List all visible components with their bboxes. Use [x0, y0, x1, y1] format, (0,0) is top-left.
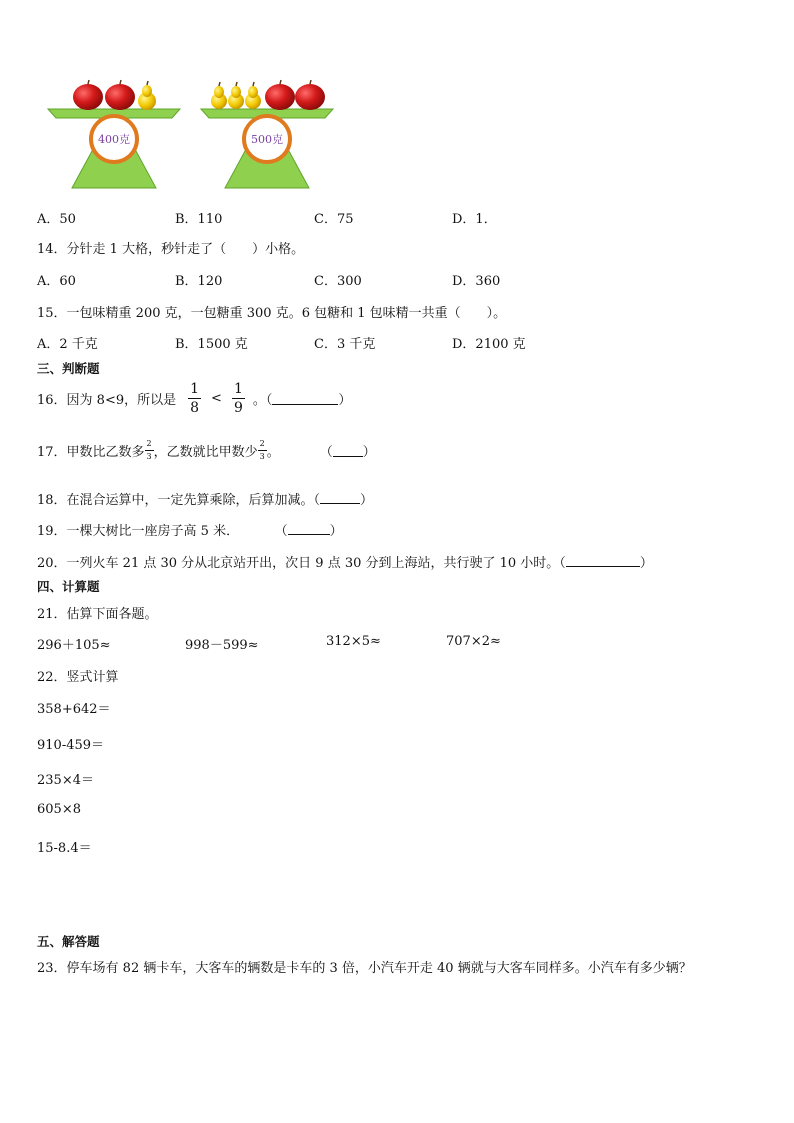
q22-item-2: 910-459＝ — [37, 738, 105, 753]
q16-suffix: 。（ — [252, 392, 273, 408]
scale-2 — [201, 80, 333, 188]
q19-open: （ — [281, 524, 288, 539]
q22-item-4: 605×8 — [37, 802, 81, 817]
q18 — [37, 489, 373, 508]
q21-title: 21．估算下面各题。 — [37, 607, 158, 622]
apple-icon — [73, 80, 103, 110]
fraction-numerator: 1 — [233, 380, 243, 397]
q17-part1: 17．甲数比乙数多 — [37, 444, 145, 460]
q16-close: ） — [338, 392, 352, 408]
q19-text: 19．一棵大树比一座房子高 5 米． — [37, 524, 240, 539]
q15-text: 15．一包味精重 200 克，一包糖重 300 克。6 包糖和 1 包味精一共重（ ）。 — [37, 306, 507, 321]
q15-option-c[interactable]: C．3 千克 — [314, 337, 376, 352]
q22-item-1: 358+642＝ — [37, 702, 111, 717]
q22-title: 22．竖式计算 — [37, 670, 119, 685]
fraction-denominator: 9 — [233, 399, 243, 416]
pear-icon — [138, 81, 156, 110]
answer-blank[interactable] — [333, 444, 363, 457]
q17-open: （ — [319, 444, 333, 460]
fraction-numerator: 2 — [145, 440, 154, 451]
fraction-two-thirds — [145, 440, 154, 461]
q14-text: 14．分针走 1 大格，秒针走了（ ）小格。 — [37, 242, 305, 257]
fraction-two-thirds — [258, 440, 267, 461]
q21-item-4: 707×2≈ — [446, 634, 501, 649]
q16-prefix: 16．因为 8<9，所以是 — [37, 392, 177, 408]
q21-item-2: 998－599≈ — [185, 638, 259, 653]
fraction-denominator: 8 — [190, 399, 200, 416]
q14-option-a[interactable]: A．60 — [37, 274, 76, 289]
q13-option-a[interactable]: A．50 — [37, 212, 76, 227]
q15-option-a[interactable]: A．2 千克 — [37, 337, 98, 352]
apple-icon — [265, 80, 295, 110]
section-heading-word-problems: 五、解答题 — [37, 934, 100, 949]
q17-part2: ，乙数就比甲数少 — [153, 444, 258, 460]
q17 — [37, 436, 376, 464]
apple-icon — [105, 80, 135, 110]
section-heading-calculation: 四、计算题 — [37, 579, 100, 594]
answer-blank[interactable] — [566, 554, 640, 567]
q14-option-b[interactable]: B．120 — [175, 274, 223, 289]
fraction-one-ninth — [232, 382, 245, 415]
q17-close: ） — [362, 444, 376, 460]
fraction-one-eighth — [188, 382, 201, 415]
q17-part3: 。 — [266, 444, 280, 460]
q21-item-1: 296＋105≈ — [37, 638, 111, 653]
pear-icon — [211, 82, 227, 109]
q13-option-b[interactable]: B．110 — [175, 212, 223, 227]
scales-illustration — [44, 78, 344, 193]
q19-close: ） — [329, 524, 343, 539]
q21-item-3: 312×5≈ — [326, 634, 381, 649]
scale-1-label: 400克 — [98, 133, 130, 146]
answer-blank[interactable] — [320, 491, 360, 504]
q22-item-3: 235×4＝ — [37, 773, 94, 788]
q18-close: ） — [360, 493, 374, 508]
q14-option-c[interactable]: C．300 — [314, 274, 362, 289]
q23-text: 23．停车场有 82 辆卡车，大客车的辆数是卡车的 3 倍，小汽车开走 40 辆就与大客车同样多。小汽车有多少辆？ — [37, 961, 692, 976]
q15-option-b[interactable]: B．1500 克 — [175, 337, 248, 352]
q20-text: 20．一列火车 21 点 30 分从北京站开出，次日 9 点 30 分到上海站，共行驶了 10 小时。（ — [37, 556, 566, 571]
q15-option-d[interactable]: D．2100 克 — [452, 337, 526, 352]
scale-1 — [48, 80, 180, 188]
q19 — [37, 520, 343, 539]
q20-close: ） — [639, 556, 653, 571]
q16 — [37, 380, 351, 416]
fraction-numerator: 1 — [190, 380, 200, 397]
scale-2-label: 500克 — [251, 133, 283, 146]
q18-text: 18．在混合运算中，一定先算乘除，后算加减。（ — [37, 493, 321, 508]
fraction-denominator: 3 — [259, 451, 265, 461]
less-than-sign: < — [211, 390, 222, 406]
q13-option-d[interactable]: D．1． — [452, 212, 497, 227]
answer-blank[interactable] — [288, 522, 330, 535]
q14-option-d[interactable]: D．360 — [452, 274, 501, 289]
pear-icon — [228, 82, 244, 109]
q20 — [37, 552, 653, 571]
q22-item-5: 15-8.4＝ — [37, 841, 92, 856]
fraction-numerator: 2 — [258, 440, 267, 451]
section-heading-judgment: 三、判断题 — [37, 361, 100, 376]
apple-icon — [295, 80, 325, 110]
pear-icon — [245, 82, 261, 109]
answer-blank[interactable] — [272, 392, 338, 405]
q13-option-c[interactable]: C．75 — [314, 212, 354, 227]
fraction-denominator: 3 — [146, 451, 152, 461]
